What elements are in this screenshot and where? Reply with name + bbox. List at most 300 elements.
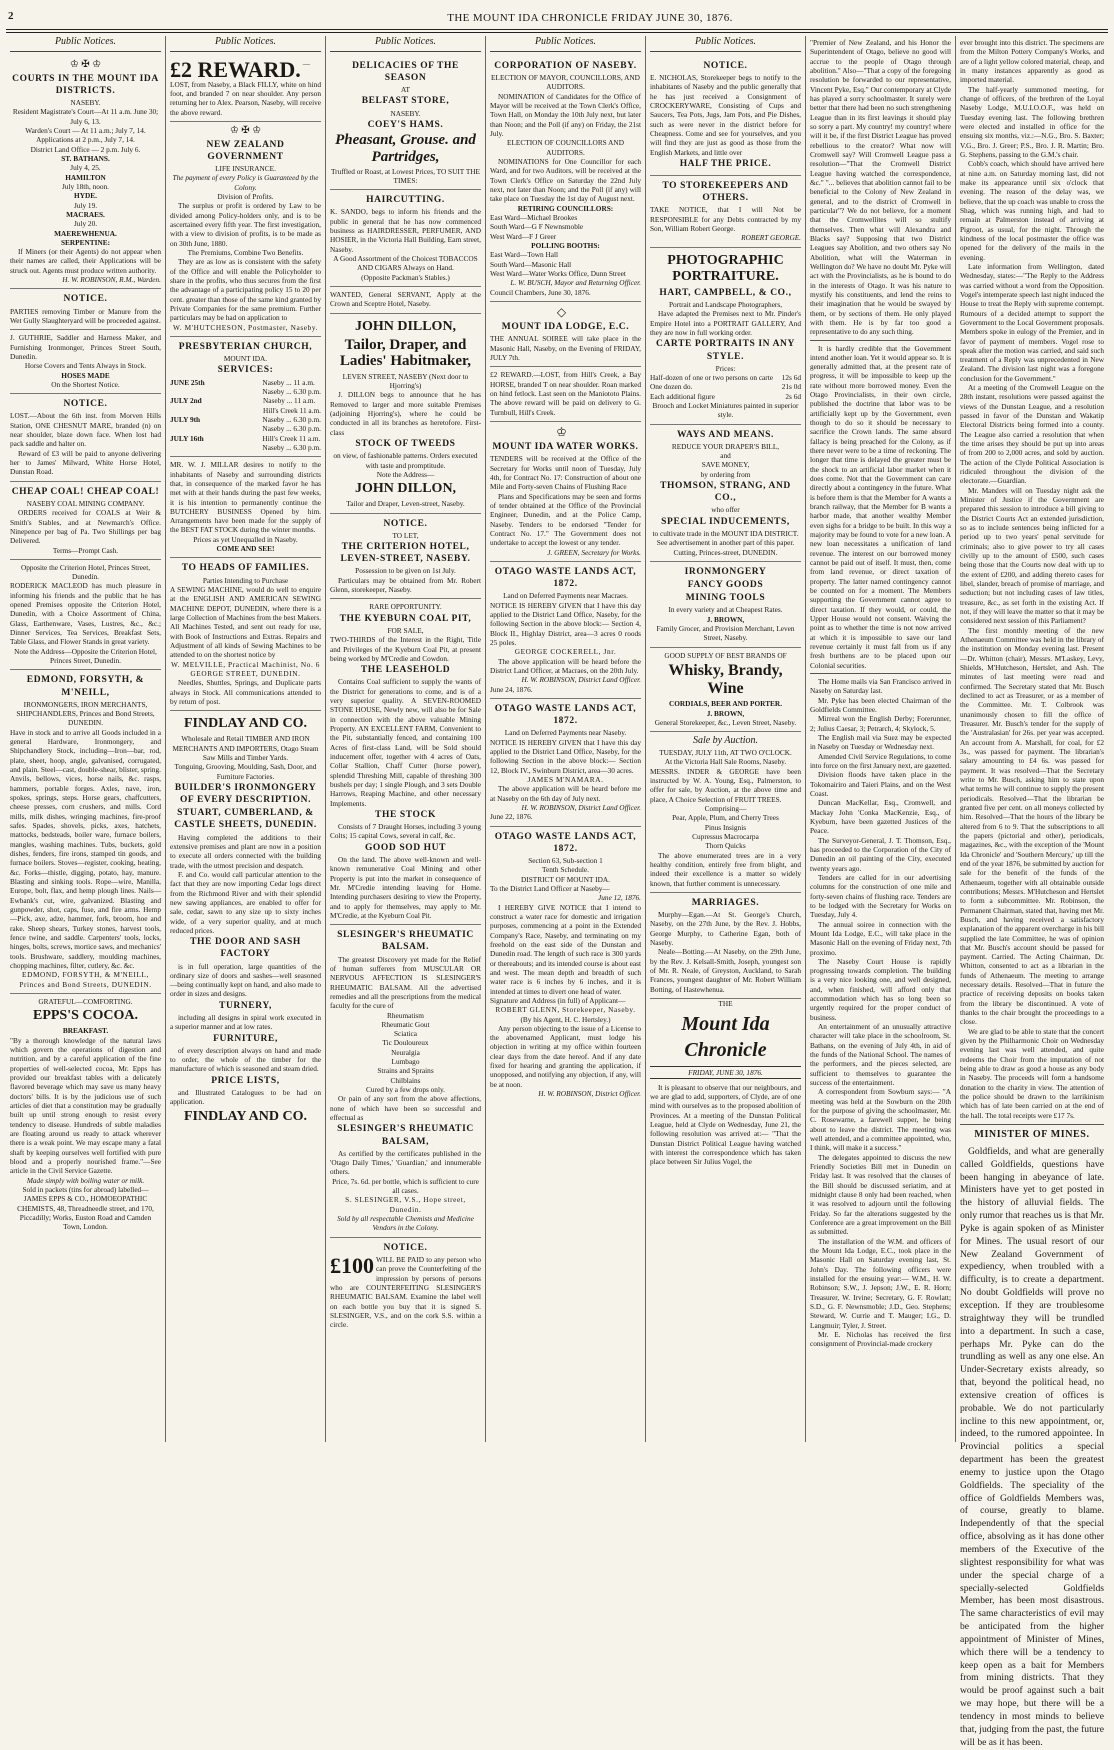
whisky-ad xyxy=(650,648,801,733)
save-line: SAVE MONEY, xyxy=(701,460,750,470)
guthrie-hose-note: On the Shortest Notice. xyxy=(51,379,120,389)
news-item: We are glad to be able to state that the concert given by the Philharmonic Choir on Wednesday evening last was well attended, and quite redeems the Choir from the imputation of not being able to draw as good a house as any body in Naseby. The proceeds will form a handsome donation to the charity in view. The attention of the police should be drawn to the larrikinism which has of late been carried on at the end of the hall. The total receipts were £17 7s. xyxy=(960,1026,1104,1120)
door-heading: THE DOOR AND SASH FACTORY xyxy=(190,937,301,960)
waste-date: June 12, 1876. xyxy=(598,893,641,903)
epps-name: EPPS'S COCOA. xyxy=(32,1008,138,1024)
fam-body: A SEWING MACHINE, would do well to enquire at the ENGLISH AND AMERICAN SEWING MACHINE DEPOT, DUNEDIN, where there is a large Collection of Machines from the best Makers. All Machines Tested, and sent out ready for use, with Book of Instructions and Extras. Repairs and Adjustment of all kinds of Sewing Machines to be attended to on the shortest notice by xyxy=(170,584,321,660)
sles-heading: SLESINGER'S RHEUMATIC BALSAM. xyxy=(337,930,474,953)
marriage-entry: Murphy—Egan.—At St. George's Church, Naseby, on the 27th June, by the Rev. J. Hobbs, George Murphy, to Catherine Egan, both of Naseby. xyxy=(650,910,801,948)
store-body: TAKE NOTICE, that I will Not be RESPONSIBLE for any Debts contracted by my Son, William Robert George. xyxy=(650,205,801,234)
kyeburn-ad xyxy=(330,599,481,925)
notice-heading: NOTICE. xyxy=(63,294,108,305)
waste-to: To the District Land Officer at Naseby— xyxy=(490,883,610,893)
cultivate-line: to cultivate trade in the MOUNT IDA DISTRICT. xyxy=(652,528,799,538)
corp-sub: ELECTION OF MAYOR, COUNCILLORS, AND AUDITORS. xyxy=(491,72,640,92)
court-line: District Land Office — 2 p.m. July 6. xyxy=(30,144,141,154)
nz-signature: W. M'HUTCHESON, Postmaster, Naseby. xyxy=(172,322,319,332)
sles-cert: As certified by the certificates published in the 'Otago Daily Times,' 'Guardian,' and innumerable others. xyxy=(330,1148,481,1177)
poll-item: West Ward—Water Works Office, Dunn Street xyxy=(490,268,626,278)
place-date: July 18th, noon. xyxy=(61,181,110,191)
news-item: The first monthly meeting of the new Athenaeum Committee was held in the library of the institution on Monday evening last. Present—Dr. Whitton (chair), Messrs. M'Laskey, Levy, Shields, M'Hutcheson, Hertslet, and Ash. The minutes of last meeting were read and confirmed. The Secretary stated that Mr. Busch declined to act as Treasurer, or as a member of the Committee. Mr. T. Colbrook was unanimously chosen to fill the office of Treasurer. Mr. Busch's tender for the supply of the 'Australasian' for 26s. per year was accepted. An account from A. Marshall, for coal, for £2 3s., was passed for payment. The librarian's salary amounting to £4 6s. was passed for payment. It was resolved—That the Secretary write to Mr. Busch, asking him to state upon what terms he will continue to supply the present periodicals. Resolved—That the librarian be granted five per cent. on all moneys collected by him. Resolved—That the hours of the library be altered from 6 to 9. That the subscriptions to all the papers (pictorial and other), periodicals, magazines, &c., with the exception of the 'Mount Ida Chronicle' and 'Southern Mercury,' up till the end of the year 1876, be submitted by auction for sale for the benefit of the funds of the Athenaeum, together with all obtainable outside contributions; Messrs. M'Hutcheson and Hertslet to form a subcommittee. Mr. Robinson, the Permanent Chairman, stated that, having met Mr. Busch, and having received a satisfactory explanation of the apparent overcharge in his bill supplied the late Committee, he was of opinion that Mr. Busch's account should be passed for payment. Carried. The Acting Chairman, Dr. Whitton, consented to act as a librarian in the funds of Athenaeum. The meeting to arrange necessary details. Resolved—That in future the practice of receiving deposits on books taken from the library be discontinued. A vote of thanks to the chair brought the proceedings to a close. xyxy=(960,625,1104,1027)
news-item: Duncan MacKellar, Esq., Cromwell, and Mackay John 'Conka MacKenzie, Esq., of Kyeburn, have been gazetted Justices of the Peace. xyxy=(810,798,951,836)
macleod-body: RODERICK MACLEOD has much pleasure in informing his friends and the public that he has opened Premises opposite the Criterion Hotel, Dunedin, with a Choice Assortment of China, Glass, Earthenware, Vases, Lustres, &c., &c.; Dinner Services, Tea Services, Breakfast Sets, Table Glass, and Flower Stands in great variety. xyxy=(10,581,161,647)
courts-notice xyxy=(10,56,161,290)
brown-ad xyxy=(650,562,801,648)
tender-body-2: Plans and Specifications may be seen and forms of tender obtained at the Office of the Provincial Engineer, Dunedin, and at the Police Camp, Naseby. Tenders to be endorsed "Tender for Contract No. 17." The Government does not undertake to accept the lowest or any tender. xyxy=(490,491,641,548)
sles-signature: S. SLESINGER, V.S., Hope street, Dunedin. xyxy=(345,1195,466,1214)
waste-heard: The above application will be heard before the District Land Officer, at Macraes, on the 20th July. xyxy=(490,656,641,676)
epps-tagline: GRATEFUL—COMFORTING. xyxy=(38,996,133,1006)
inder-body: MESSRS. INDER & GEORGE have been instructed by W. A. Young, Esq., Palmerston, to offer for sale, by Auction, at the above time and place, A Choice Selection of FRUIT TREES. xyxy=(650,766,801,804)
price-row: Each additional figure 2s 6d xyxy=(650,391,801,401)
brown-sub-2: General Storekeeper, &c., Leven Street, Naseby. xyxy=(654,717,797,727)
nz-heading: NEW ZEALAND GOVERNMENT xyxy=(206,139,285,162)
coal-company: NASEBY COAL MINING COMPANY. xyxy=(26,498,145,508)
coey-hams: COEY'S HAMS. xyxy=(367,119,444,130)
pound-amount: £100 xyxy=(330,1252,374,1278)
nz-premiums: The Premiums, Combine Two Benefits. xyxy=(187,247,304,257)
ordering-line: by ordering from xyxy=(700,469,751,479)
column-7 xyxy=(956,36,1108,1748)
waste-lands-macraes xyxy=(490,562,641,699)
presb-sub: MOUNT IDA. xyxy=(223,354,268,364)
news-item: The English mail via Suez may be expected in Naseby on Tuesday or Wednesday next. xyxy=(810,732,951,752)
edmond-body: Have in stock and to arrive all Goods included in a general Hardware, Ironmongery, and Shipchandlery Stock, including—Iron—bar, rod, plate, sheet, hoop, angle, galvanised, corrugated, and plain. Steel—cast, double-shear, blister, spring. Anvils, bellows, vices, horse nails, &c. rasps, hammers, portable forges. Axles, nave, iron, spokes, springs, steps. Horse gears, chaffcutters, cheese presses, corn crushers, and mills. Cord mills, milk dishes, wringing machines, fire-proof safes. Spades, shovels, picks, axes, hatchets, mattocks, bedsteads, boiler ware, furnace boilers, mangles, washing machines. Tubs, buckets, gold dishes, fenders, fire irons, stamped tin goods, and furnace boilers. Stoves—register, cooking, heating, &c. Forks—thistle, digging, potato, hay, manure. Blasting and sinking tools. Rope—wire, Manilla, Europe, bolt, flax, and hemp plough lines. Nails—Ewbank's cut, wire, galvanized. Blasting and gunpowder, shot, caps, fuse, and fire arms. Hemp—Pick, axe, adze, hammer, fork, broom, hoe and rake. Sheep shears, Turkey stones, harvest tools, fence twine, and saddle. Carpenters' tools, locks, hinges, bolts, screws, mortice saws, and mechanics' tools. Brushware, saddlery, moulding machines, chopping machines, filter, cutlery, &c. &c. xyxy=(10,727,161,970)
news-item: A correspondent from Sowburn says:— "A meeting was held at the Sowburn on the 20th for the purpose of giving the schoolmaster, Mr. C. Rosewarne, a farewell supper, he being about to leave the district. The meeting was well attended, and a committee appointed, who, I think, will make it a success." xyxy=(810,1087,951,1153)
guthrie-ad xyxy=(10,330,161,394)
place-date: July 20. xyxy=(73,219,98,229)
photo-heading: PHOTOGRAPHIC PORTRAITURE. xyxy=(667,252,784,284)
variety-line: In every variety and at Cheapest Rates. xyxy=(668,605,783,615)
editorial-para: "Premier of New Zealand, and his Honor the Superintendent of Otago, believe no good will accrue to the people of Otago through abolition." Also—"That a copy of the foregoing resolution be forwarded to our representative, Vincent Pyke, Esq." Our contemporary at Clyde has played a sorry schoolmaster. It surely were better that there had been no such strengthening League than in its first leavings it should play so sorry a part. My country! my country! where will it be, if the first District League has proved rebellious to the creator? What now will Cromwell say? Will Cromwell League pass a resolution—"That the Cromwell District League having watched the correspondence, &c." "... believes that abolition cannot fail to be beneficial to the Colony of New Zealand in general, and to the district of Cromwell in particular"? We do not believe, for a moment that the Cromwellites will so stultify themselves. Then what will Alexandra and Blacks say? Supposing that two District Leagues say Abolition, and two others say No Abolition, what will the Waterman in Wellington do? We have no doubt Mr. Pyke will act with the Provincialists, as he is bound to do in the interests of Otago. It was his nature to mystify his constituents, and lend the reins to their imagination that he would be swayed by them, or by sections of them. He only played with them. He is by far too good a representative to do any such thing. xyxy=(810,38,951,337)
ways-heading: WAYS AND MEANS. xyxy=(676,429,775,440)
nz-body-1: The surplus or profit is ordered by Law to be divided among Policy-holders only, and is to be ascertained every fifth year. The first investigation, with a view to division of profits, is to be made as on 30th June, 1880. xyxy=(170,201,321,248)
objection-signature: H. W. ROBINSON, District Officer. xyxy=(538,1089,641,1099)
waste-heading: OTAGO WASTE LANDS ACT, 1872. xyxy=(494,704,637,727)
stuart-heading: STUART, CUMBERLAND, & CASTLE SHEETS, DUNEDIN. xyxy=(174,808,317,831)
dillon-view: on view, of fashionable patterns. Orders executed with taste and promptitude. xyxy=(333,451,478,470)
sles-name: SLESINGER'S RHEUMATIC BALSAM, xyxy=(337,1124,474,1147)
sles-ailment: Sciatica xyxy=(393,1029,418,1039)
ironmongery: IRONMONGERY xyxy=(684,566,767,577)
prices-heading: Prices: xyxy=(715,363,736,373)
robinson-signature: H. W. ROBINSON, District Land Officer. xyxy=(521,675,641,685)
waste-lands-naseby xyxy=(490,699,641,827)
place-date: July 19. xyxy=(73,200,98,210)
news-item: Cobb's coach, which should have arrived here at nine a.m. on Saturday morning last, did not make its appearance until six o'clock that evening. The reason of the delay was, we believe, that the up coach was unable to cross the Shag, which was running high, and had to remain at Palmerston instead of arriving at Pigroot, as usual, for the night. Through the kindness of the local postmaster the office was opened for the delivery of the mails in the evening. xyxy=(960,159,1104,262)
coal-ad xyxy=(10,482,161,560)
fam-heading: TO HEADS OF FAMILIES. xyxy=(181,563,310,574)
sles-ailment: Tic Douloureux xyxy=(382,1038,429,1048)
news-item: An entertainment of an unusually attractive character will take place in the schoolroom, St. Bathans, on the evening of July 4th, in aid of the funds of the National School. The names of the performers, and the pieces selected, are sufficient to themselves to guarantee the success of the entertainment. xyxy=(810,1022,951,1088)
place-name: MAEREWHENUA. xyxy=(54,228,117,238)
column-2 xyxy=(166,36,326,1442)
lost-mare-notice xyxy=(10,394,161,481)
dillon-ad xyxy=(330,314,481,514)
service-row: JUNE 25th Naseby ... 11 a.m. Naseby ... 6.30 p.m. xyxy=(170,377,321,396)
criterion-ad xyxy=(330,514,481,600)
section-header: Public Notices. xyxy=(490,36,641,52)
sale-heading: Sale by Auction. xyxy=(692,735,759,747)
retire-item: South Ward—G F Newnsmoble xyxy=(490,222,584,232)
court-line: Resident Magistrate's Court—At 11 a.m. June 30; July 6, 13. xyxy=(12,107,159,126)
coal-heading: CHEAP COAL! CHEAP COAL! xyxy=(11,486,160,497)
robinson-signature: H. W. ROBINSON, District Land Officer. xyxy=(521,802,641,812)
photo-body: Have adapted the Premises next to Mr. Pinder's Empire Hotel into a PORTRAIT GALLERY, And they are now in full working order. xyxy=(650,309,801,338)
water-works-ad xyxy=(490,422,641,562)
royal-arms-emblem: ♔ ✠ ♔ xyxy=(69,58,102,70)
column-4 xyxy=(486,36,646,1442)
thomson-name: THOMSON, STRANG, AND CO., xyxy=(660,481,791,504)
notice-heading: NOTICE. xyxy=(383,1242,428,1253)
waste-heard: The above application will be heard before me at Naseby on the 6th day of July next. xyxy=(490,784,641,803)
news-item: Mr. Pyke has been elected Chairman of the Goldfields Committee. xyxy=(810,695,951,714)
reward-filly-ad xyxy=(170,56,321,122)
masthead-the: THE xyxy=(718,998,733,1008)
objection-body: Any person objecting to the issue of a License to the abovenamed Applicant, must lodge his objection in writing at my office within fourteen clear days from the date hereof. And if any date fixed for hearing and granting the application, if unopposed, and notifying any objection, if any, will be at noon. xyxy=(490,1023,641,1089)
lost-body: LOST.—About the 6th inst. from Morven Hills Station, ONE CHESNUT MARE, branded (n) on near shoulder, blaze down face. When lost had pack saddle and halter on. xyxy=(10,411,161,449)
notice-heading: NOTICE. xyxy=(383,518,428,529)
pheasant-heading: Pheasant, Grouse. and Partridges, xyxy=(335,132,476,166)
divider xyxy=(810,340,951,341)
waste-race-body: I HEREBY GIVE NOTICE that I intend to construct a water race for domestic and irrigation purposes, commencing at a point in the Extended Company's Race, Naseby, and terminating on my freehold on the east side of the Dunstan and Dunedin road. The length of such race is 300 yards or thereabouts; and its intended course is about east and west. The mean depth and breadth of such water race is 6 inches by 6 inches, and it is intended at times to divert one head of water. xyxy=(490,902,641,996)
supply-line: GOOD SUPPLY OF BEST BRANDS OF xyxy=(664,650,787,660)
marriages-heading: MARRIAGES. xyxy=(691,897,760,908)
sles-ailment: Rheumatism xyxy=(387,1010,424,1020)
sando-line: A Good Assortment of the Choicest TOBACCOS AND CIGARS Always on Hand. xyxy=(333,254,478,273)
nz-division: Division of Profits. xyxy=(217,192,274,201)
waste-date: June 24, 1876. xyxy=(490,684,533,694)
waste-schedule: Tenth Schedule. xyxy=(542,865,589,875)
leasehold-heading: THE LEASEHOLD xyxy=(360,665,451,676)
news-item: ever brought into this district. The specimens are from the Milton Pottery Company's Works, and are of a light yellow colored material, cheap, and in many instances apparently as good as imported material. xyxy=(960,38,1104,85)
editorial-lead: It is pleasant to observe that our neighbours, and we are glad to add, supporters, of Clyde, are of one mind with ourselves as to the proposed abolition of Provinces. At a meeting of the Dunstan Political League, held at Clyde on Wednesday, June 21, the following resolution was arrived at:— "That the Dunstan District Political League having watched with interest the correspondence which has taken place between Sir Julius Vogel, the xyxy=(650,1082,801,1167)
sale-where: At the Victoria Hall Sale Rooms, Naseby. xyxy=(664,757,787,767)
furniture-heading: FURNITURE, xyxy=(213,1033,278,1044)
royal-arms-emblem: ♔ ✠ ♔ xyxy=(229,124,262,136)
criterion-particulars: Particulars may be obtained from Mr. Robert Glenn, storekeeper, Naseby. xyxy=(330,575,481,595)
editorial-para: It is hardly credible that the Government intend another loan. Yet it would appear so. It is generally admitted that, at the present rate of progress, it will be impossible to keep up the rate without more borrowed money. Even the Otago Provincialists, in their own circle, published the doctrine that labor was to be artificially kept up by the Government, even though to do so it should be necessary to sacrifice the Crown lands. The same absurd fallacy is being preached for the Colony, as if there never were to be a time of reckoning. The longer that time is delayed the greater must be the shock to an artificial labor market when it does come. Not that the Government can care directly about a contingency in the future. What is before them is that the Member for A wants a branch railway, that the Member for B wants a harbor made, that another wealthy Member even sighs for a bridge to be built. In this way a majority may be found to vote for a new loan. A new loan necessitates a unification of land revenue. The interest on our borrowed money cannot be paid out of itself. It must, then, come from land revenue, or direct taxation of property. The latter named contingency cannot be counted on for a moment. The Members supporting the Government cannot agree to direct taxation. If they would, or could, the Upper House would not consent. Waiving the point as to whether the time is not now arrived at which it is impossible to save our land revenue certainly it must fall from us if any fresh burthens are to be placed upon our Colonial securities. xyxy=(810,343,951,670)
news-item: Tenders are called for in our advertising columns for the construction of one mile and forty-seven chains of flushing race. Tenders are to be lodged with the Secretary for Works on Tuesday, July 4. xyxy=(810,872,951,920)
divider xyxy=(810,673,951,674)
nz-body-2: They are as low as is consistent with the safety of the Office and will enable the Policyholder to share in the profits, who thus secures from the first the advantage of a participating policy 15 to 20 per cent. greater than those of the same kind granted by Private Companies for the same premium. Further particulars may be had on application to xyxy=(170,257,321,323)
for-sale: FOR SALE, xyxy=(387,625,424,635)
millar-come: COME AND SEE! xyxy=(216,544,275,554)
wet-gully-notice xyxy=(10,289,161,330)
retire-heading: RETIRING COUNCILLORS: xyxy=(517,203,614,213)
notice-heading: NOTICE. xyxy=(703,60,748,71)
news-item: Mr. Manders will on Tuesday night ask the Minister of Justice if the Government are prepared this session to introduce a bill giving to the District Courts Act an extended jurisdiction, so as to include sentences being inflicted for a period up to two years' penal servitude for criminals; also to give power to try all cases civilly up to the amount of £500, such cases being those that the Courts now deal with up to the extent of £200, and adding thereto cases for libel, slander, breach of promise of marriage, and seduction; but not including cases of law titles, treasure, &c., as set forth in the existing Act. If not, if they will leave the matter so that it may be considered next session of this Parliament? xyxy=(960,485,1104,626)
waste-lands-race xyxy=(490,827,641,1103)
court-line: Warden's Court — At 11 a.m.; July 7, 14. xyxy=(25,125,146,135)
dillon-note: Note the Address— xyxy=(376,469,435,479)
cutting-line: Cutting, Princes-street, DUNEDIN. xyxy=(673,547,778,557)
court-line: NASEBY. xyxy=(70,97,101,107)
notice-body: PARTIES removing Timber or Manure from the Wet Gully Slaughteryard will be proceeded against. xyxy=(10,306,161,325)
findlay-line: Tonguing, Grooving, Moulding, Sash, Door, and Furniture Factories. xyxy=(174,762,317,781)
waste-sub: Land on Deferred Payments near Macraes. xyxy=(503,591,628,601)
sles-ailment: Lumbago xyxy=(391,1057,420,1067)
millar-price: Prices as yet Unequalled in Naseby. xyxy=(193,534,298,544)
price-row: One dozen do. 21s 0d xyxy=(650,382,801,392)
place-name: HYDE. xyxy=(74,191,97,201)
dillon-name: JOHN DILLON, xyxy=(354,318,457,334)
dillon-body: J. DILLON begs to announce that he has Removed to larger and more suitable Premises (adjoining Hjorring's), where he could be conducted in all its branches as heretofore. First-class xyxy=(330,390,481,437)
corp-election: ELECTION OF COUNCILLORS AND AUDITORS. xyxy=(507,138,624,157)
turnery-heading: TURNERY, xyxy=(219,1000,272,1011)
special-line: SPECIAL INDUCEMENTS, xyxy=(661,516,790,527)
macleod-ad xyxy=(10,560,161,671)
nz-sub: LIFE INSURANCE. xyxy=(215,164,276,174)
comprising: Comprising— xyxy=(704,803,747,813)
lodge-heading: MOUNT IDA LODGE, E.C. xyxy=(501,322,630,333)
column-5 xyxy=(646,36,806,1442)
trees-note: The above enumerated trees are in a very healthy condition, entirely free from blight, and indeed their excellence is a matter so widely known, that further comment is unnecessary. xyxy=(650,850,801,888)
news-item: Amended Civil Service Regulations, to come into force on the first January next, are gazetted. xyxy=(810,751,952,770)
reduce-line: REDUCE YOUR DRAPER'S BILL, xyxy=(671,441,780,451)
nicholas-ad xyxy=(650,56,801,176)
waste-applicant: JAMES M'NAMARA. xyxy=(527,774,604,784)
photo-sub: Portrait and Landscape Photographers, xyxy=(668,300,783,310)
guthrie-line: Horse Covers and Tents Always in Stock. xyxy=(24,361,147,371)
waste-date: June 22, 1876. xyxy=(490,812,533,822)
price-row: Half-dozen of one or two persons on carte 12s 6d xyxy=(650,372,801,382)
photo-firm: HART, CAMPBELL, & CO., xyxy=(659,287,792,298)
column-6 xyxy=(806,36,956,1442)
slesinger-ad xyxy=(330,925,481,1237)
sles-price: Price, 7s. 6d. per bottle, which is sufficient to cure all cases. xyxy=(332,1176,479,1196)
waste-district: DISTRICT OF MOUNT IDA. xyxy=(521,874,610,884)
court-line: Applications at 2 p.m., July 7, 14. xyxy=(36,135,135,145)
deli-at: AT xyxy=(401,85,410,95)
news-item: The Surveyor-General, J. T. Thomson, Esq., has proceeded to the Corporation of the City of Dunedin an oil painting of the City, executed twenty years ago. xyxy=(810,835,951,873)
column-3 xyxy=(326,36,486,1442)
stock-heading: THE STOCK xyxy=(375,809,436,820)
lost-reward: Reward of £3 will be paid to anyone delivering her to James' Milward, White Horse Hotel, Dunstan Road. xyxy=(10,448,161,477)
corp-body-2: NOMINATIONS for One Councillor for each Ward, and for two Auditors, will be received at the Town Clerk's Office on Saturday the 22nd July next, not later than Noon; and the Poll (if any) will take place on Tuesday the 1st day of August next. xyxy=(490,156,641,204)
place-name: MACRAES. xyxy=(66,209,105,219)
reward-body: — LOST, from Naseby, a Black FILLY, white on hind foot, and branded 7 on near shoulder. Any person returning her to Alex. Pearson, Naseby, will receive the above reward. xyxy=(170,58,321,117)
guthrie-hose: HOSES MADE xyxy=(61,370,110,380)
glenn-agent: (By his Agent, H. C. Hertsley.) xyxy=(520,1014,611,1024)
marriage-entry: Neale—Botting.—At Naseby, on the 29th June, by the Rev. J. Kelsall-Smith, Joseph, youngest son of Mr. R. Neale, of Greyston, Auckland, to Sarah Frances, youngest daughter of Mr. Robert William Botting, of Hastewhenua. xyxy=(650,947,801,994)
crown-emblem: ♔ xyxy=(556,424,575,439)
news-item: The Home mails via San Francisco arrived in Naseby on Saturday last. xyxy=(810,676,951,696)
pound-body: WILL BE PAID to any person who can prove the Counterfeiting of the impression by persons of persons who are COUNTERFEITING SLESINGER'S RHEUMATIC BALSAM. Examine the label well on each bottle you buy that it is signed S. SLESINGER, V.S., and on the cork S.S. within a circle. xyxy=(330,1254,481,1330)
edmond-ad xyxy=(10,670,161,993)
truffled-line: Truffled or Roast, at Lowest Prices, TO SUIT THE TIMES: xyxy=(330,166,481,185)
section-header: Public Notices. xyxy=(330,36,481,52)
rare-opportunity: RARE OPPORTUNITY. xyxy=(369,602,442,612)
wanted-servant-ad xyxy=(330,287,481,314)
presbyterian-ad xyxy=(170,337,321,457)
kyeburn-body: TWO-THIRDS of the Interest in the Right, Title and Privileges of the Kyeburn Coal Pit, at present being worked by M'Credie and Cowdon. xyxy=(330,635,481,663)
sewing-machine-ad xyxy=(170,558,321,711)
masthead-date: FRIDAY, JUNE 30, 1876. xyxy=(650,1066,801,1079)
epps-ad xyxy=(10,994,161,1236)
place-name: HAMILTON xyxy=(65,172,106,182)
sale-date: TUESDAY, JULY 11th, AT TWO O'CLOCK. xyxy=(659,747,792,757)
corp-signature: L. W. BUSCH, Mayor and Returning Officer. xyxy=(510,278,641,288)
tree-item: Pinus Insignis xyxy=(704,822,747,832)
coal-terms: Terms—Prompt Cash. xyxy=(52,545,119,555)
section-header: Public Notices. xyxy=(170,36,321,52)
epps-sub: BREAKFAST. xyxy=(62,1026,109,1036)
brooch-line: Brooch and Locket Miniatures painted in superior style. xyxy=(652,400,799,420)
fam-foot: Needles, Shuttles, Springs, and Duplicate parts always in Stock. All communications attended to by return of post. xyxy=(170,678,321,706)
waste-sub: Land on Deferred Payments near Naseby. xyxy=(504,728,627,738)
masonic-emblem: ◇ xyxy=(556,304,575,319)
findlay-footer: FINDLAY AND CO. xyxy=(183,1108,308,1124)
edmond-heading: EDMOND, FORSYTH, & M'NEILL, xyxy=(26,675,145,698)
nz-insurance-ad xyxy=(170,122,321,337)
column-1 xyxy=(6,36,166,1442)
reward-amount: £2 REWARD. xyxy=(170,56,301,82)
waste-notice: NOTICE IS HEREBY GIVEN that I have this day applied to the District Land Office, Naseby, for the following Section in the above block:— Section 12, Block IV., Swinburn District, area—30 acres. xyxy=(490,737,641,775)
kyeburn-heading: THE KYEBURN COAL PIT, xyxy=(339,613,472,624)
section-header: Public Notices. xyxy=(10,36,161,52)
glenn-signature: ROBERT GLENN, Storekeeper, Naseby. xyxy=(495,1005,636,1015)
mines-heading: MINISTER OF MINES. xyxy=(974,1129,1090,1141)
who-line: who offer xyxy=(711,505,740,515)
findlay-ad xyxy=(170,711,321,1130)
sles-sold: Sold by all respectable Chemists and Medicine Vendors in the Colony. xyxy=(337,1214,474,1233)
sando-opposite: (Opposite Packman's Stables.) xyxy=(361,272,450,282)
criterion-possession: Possession to be given on 1st July. xyxy=(355,566,456,576)
marriages xyxy=(650,893,801,999)
epps-signature: JAMES EPPS & CO., HOMOEOPATHIC CHEMISTS, 48, Threadneedle street, and 170, Piccadilly; Works, Euston Road and Camden Town, London. xyxy=(17,1194,154,1232)
corp-heading: CORPORATION OF NASEBY. xyxy=(494,60,637,71)
fandco-body: F. and Co. would call particular attention to the fact that they are now importing Cedar logs direct from the Richmond River and with their splendid new sawing appliances, are enabled to offer for sale, cedar, sawn to any size up to sixty inches wide, of a very superior quality, and at much reduced prices. xyxy=(170,869,321,935)
guthrie-body: J. GUTHRIE, Saddler and Harness Maker, and Furnishing Ironmonger, Princes Street South, Dunedin. xyxy=(10,333,161,361)
edmond-signature: EDMOND, FORSYTH, & M'NEILL, Princes and Bond Streets, DUNEDIN. xyxy=(19,970,152,989)
mining-tools: MINING TOOLS xyxy=(685,593,766,604)
carte-heading: CARTE PORTRAITS IN ANY STYLE. xyxy=(656,339,795,362)
page-number: 2 xyxy=(8,10,14,22)
service-row: JULY 16th Hill's Creek 11 a.m. Naseby ... 6.30 p.m. xyxy=(170,433,321,452)
sando-ad xyxy=(330,190,481,287)
dillon-stock: STOCK OF TWEEDS xyxy=(355,439,456,450)
fam-signature: W. MELVILLE, Practical Machinist, No. 6 GEORGE STREET, DUNEDIN. xyxy=(170,659,321,678)
wanted-body: WANTED, General SERVANT, Apply at the Crown and Sceptre Hotel, Naseby. xyxy=(330,290,481,309)
millar-ad xyxy=(170,457,321,558)
dillon-address: LEVEN STREET, NASEBY (Next door to Hjorring's) xyxy=(342,371,469,391)
brown-name-2: J. BROWN, xyxy=(706,708,745,718)
waste-applicant: GEORGE COCKERELL, Jnr. xyxy=(514,647,617,657)
tree-item: Cupressus Macrocarpa xyxy=(692,831,759,841)
place-name: SERPENTINE: xyxy=(60,237,111,247)
news-item: The delegates appointed to discuss the new Friendly Societies Bill met in Dunedin on Friday last. It was resolved that the clauses of the Bill should be discussed seriatim, and at midnight clause 8 only had been reached, when it was resolved to adjourn until the following Friday. So far the alterations suggested by the Conference are a great improvement on the Bill as submitted. xyxy=(810,1152,951,1237)
tender-body: TENDERS will be received at the Office of the Secretary for Works until noon of Tuesday, July 4th, for Contract No. 17: Construction of about one Mile and Forty-seven Chains of Flushing Race xyxy=(490,454,641,492)
leasehold-body: Contains Coal sufficient to supply the wants of the District for generations to come, and is of a very superior quality. A SEVEN-ROOMED STONE HOUSE, Newly new, will also be for Sale in connection with the above valuable Mining Property. AN EXCELLENT FARM, Convenient to the Pit, substantially fenced, and containing 100 Acres of first-class Land, will be Sold should inducement offer, together with 4 acres of Oats, Collar Stallion, Chaff Cutter (horse power), splendid Threshing Mill, capable of threshing 300 bushels per day; 1 single Plough, and 3 sets Double Harrows, Reaping Machine, and other necessary Implements. xyxy=(330,677,481,808)
corp-body: NOMINATION of Candidates for the Office of Mayor will be received at the Town Clerk's Office, Town Hall, on Monday the 10th July next, but later than Noon; and the Poll (if any) on Friday, the 21st July. xyxy=(490,91,641,138)
sles-body-2: Or pain of any sort from the above affections, none of which have been so successful and effectual as xyxy=(330,1094,481,1123)
news-item: The annual soiree in connection with the Mount Ida Lodge, E.C., will take place in the Masonic Hall on the evening of Friday next, 7th proximo. xyxy=(810,919,951,957)
lodge-body: THE ANNUAL SOIREE will take place in the Masonic Hall, Naseby, on the Evening of FRIDAY, JULY 7th. xyxy=(490,334,641,362)
haircutting-heading: HAIRCUTTING. xyxy=(366,195,445,206)
editorial-masthead xyxy=(650,999,801,1167)
section-header: Public Notices. xyxy=(650,36,801,52)
tree-item: Thorn Quicks xyxy=(705,841,746,851)
dillon-tail: Tailor and Draper, Leven-street, Naseby. xyxy=(346,499,465,509)
builder-heading: BUILDER'S IRONMONGERY OF EVERY DESCRIPTION. xyxy=(174,782,317,806)
sles-ailment: Chilblains xyxy=(390,1075,421,1085)
news-item: At a meeting of the Cromwell League on the 28th instant, resolutions were passed against the views of the Dunstan League, and a resolution passed in favor of the Dunstan and Wakatip Electoral Districts being formed into a county. The League also carried a resolution that when the time arises they should be put up into areas of from 200 to 2,000 acres, and sold by auction. The action of the Clyde Political Association is ridiculed throughout the division of the electorate.—Guardian. xyxy=(960,383,1104,486)
news-item: Division floods have taken place in the Tokomairiro and Taieri Plains, and on the West Coast. xyxy=(810,770,951,798)
see-adv-line: See advertisement in another part of this paper. xyxy=(656,538,795,548)
news-item: Mirreal won the English Derby; Forerunner, 2; Julius Caesar, 3; Petrarch, 4; Skylock, 5. xyxy=(810,714,951,733)
service-row: JULY 2nd Naseby ... 11 a.m. Hill's Creek 11 a.m. xyxy=(170,396,321,415)
brown-sub: Family Grocer, and Provision Merchant, Leven Street, Naseby. xyxy=(656,624,795,643)
reward-horse-body: £2 REWARD.—LOST, from Hill's Creek, a Bay HORSE, branded T on near shoulder. Roan marked on hind fetlock. Last seen on the Maniototo Plains. The above reward will be paid on delivery to G. Turnbull, Hill's Creek. xyxy=(490,370,641,417)
millar-body: MR. W. J. MILLAR desires to notify to the inhabitants of Naseby and surrounding districts that, in consequence of the marked favor he has met with at their hands during the past few weeks, it is his intention to permanently continue the BUTCHERY BUSINESS Opened by him. Arrangements have been made for the supply of the BEST FAT STOCK during the winter months. xyxy=(170,460,321,535)
header-rule xyxy=(6,29,1108,33)
findlay-heading: FINDLAY AND CO. xyxy=(183,716,308,732)
presb-heading: PRESBYTERIAN CHURCH, xyxy=(178,341,313,352)
waste-heading: OTAGO WASTE LANDS ACT, 1872. xyxy=(494,567,637,590)
macleod-location: Opposite the Criterion Hotel, Princes Street, Dunedin. xyxy=(20,562,151,582)
divider xyxy=(960,1124,1104,1125)
sando-body: K. SANDO, begs to inform his friends and the public in general that he has now commenced business as HAIRDRESSER, PERFUMER, AND HOSIER, in the Victoria Hall Building, Earn street, Naseby. xyxy=(330,207,481,254)
mines-body: Goldfields, and what are generally called Goldfields, questions have been hanging in abeyance of late. Ministers have yet to get posted in the history of alluvial fields. The only rumor that reaches us is that Mr. Pyke is again spoken of as Minister for Mines. The usual resort of our New Zealand Government of expediency, when troubled with a difficulty, is to create a department. No doubt Goldfields will prove no exception. If they are troublesome straightway they will be trundled into a department. In such a case, perhaps Mr. Pyke can do the trundling as well as any one else. An Under-Secretary exists already, so that, beyond the political head, no extensive creation of offices is probable. We do not particularly incline to this new appointment, or, indeed, to the rumored appointee. In Provincial politics a special department has been the greatest enemy to justice upon the Otago Goldfields. The speciality of the office of Goldfields Members was, of course, greatly to blame. Independently of that the special office, absolving as it has done other members of the Executive of the slightest responsibility for what was under the special charge of a specially-selected Goldfields Member, has been most disastrous. The same characteristics of evil may be anticipated from the higher appointment of Minister of Mines, which there will be a tendency to keep open as a bait for Members from mining districts. That they would be proof against such a bait we may hope, but there will be a tendency in most minds to believe that, judging from the past, the future will be as it has been. xyxy=(960,1145,1104,1748)
delicacies-ad xyxy=(330,56,481,190)
courts-signature: H. W. ROBINSON, R.M., Warden. xyxy=(62,275,161,285)
pound-100-ad xyxy=(330,1238,481,1334)
corp-chambers: Council Chambers, June 30, 1876. xyxy=(490,287,591,297)
epps-made: Made simply with boiling water or milk. xyxy=(26,1175,145,1185)
price-lists-heading: PRICE LISTS, xyxy=(211,1075,280,1086)
photo-ad xyxy=(650,248,801,425)
poll-heading: POLLING BOOTHS: xyxy=(531,240,600,250)
poll-item: South Ward—Masonic Hall xyxy=(490,259,572,269)
place-name: ST. BATHANS. xyxy=(61,153,110,163)
sles-ailment: Rheumatic Gout xyxy=(381,1019,430,1029)
dillon-trade: Tailor, Draper, and Ladies' Habitmaker, xyxy=(339,336,472,370)
sles-ailment: Strains and Sprains xyxy=(377,1066,434,1076)
cordials-line: CORDIALS, BEER AND PORTER. xyxy=(668,699,783,709)
coal-body: ORDERS received for COALS at Weir & Smith's Stables, and at Newmarch's Office. Ninepence per bag of Pa. Two Shillings per bag Delivered. xyxy=(10,508,161,546)
running-masthead: THE MOUNT IDA CHRONICLE FRIDAY JUNE 30, 1876. xyxy=(447,12,733,24)
criterion-heading: THE CRITERION HOTEL, LEVEN-STREET, NASEBY. xyxy=(340,542,471,565)
courts-heading: COURTS IN THE MOUNT IDA DISTRICTS. xyxy=(12,73,159,96)
store-signature: ROBERT GEORGE. xyxy=(741,233,801,243)
sles-ailment: Cured by a few drops only. xyxy=(366,1085,445,1095)
fancy-goods: FANCY GOODS xyxy=(687,580,764,591)
edmond-sub: IRONMONGERS, IRON MERCHANTS, SHIPCHANDLERS, Princes and Bond Streets, DUNEDIN. xyxy=(16,699,155,728)
presb-services: SERVICES: xyxy=(217,365,274,376)
news-item: The half-yearly summoned meeting, for change of officers, of the brethren of the Loyal Naseby Lodge, M.U.I.O.O.F., was held on Tuesday evening last. The following brethren were elected and installed in office for the ensuing six months, viz.:—N.G., Bro. S. Baxter; V.G., Bro. J. Greer; P.S., Bro. J. R. Martin; Bro. G. Stephens, passing to the G.M.'s chair. xyxy=(960,84,1104,159)
turnery-body: including all designs in spiral work executed in a superior manner and at low rates. xyxy=(170,1012,321,1032)
epps-body: "By a thorough knowledge of the natural laws which govern the operations of digestion and nutrition, and by a careful application of the fine properties of well-selected cocoa, Mr. Epps has provided our breakfast tables with a delicately flavored beverage which may save us many heavy doctors' bills. It is by the judicious use of such articles of diet that a constitution may be gradually built up until strong enough to resist every tendency to disease. Hundreds of subtle maladies are floating around us ready to attack wherever there is a weak point. We may escape many a fatal shaft by keeping ourselves well fortified with pure blood and a properly nourished frame."—See article in the Civil Service Gazette. xyxy=(10,1035,161,1176)
store-heading: TO STOREKEEPERS AND OTHERS. xyxy=(662,181,789,204)
corporation-ad xyxy=(490,56,641,302)
findlay-sub: Wholesale and Retail TIMBER AND IRON MERCHANTS AND IMPORTERS, Otago Steam Saw Mills and Timber Yards. xyxy=(172,734,319,762)
sod-hut-heading: GOOD SOD HUT xyxy=(364,842,447,853)
thomson-ad xyxy=(650,425,801,562)
retire-item: West Ward—F J Greer xyxy=(490,231,557,241)
waste-section: Section 63, Sub-section 1 xyxy=(528,855,603,865)
news-item: The Naseby Court House is rapidly progressing towards completion. The building is a very nice looking one, and well designed, and, when finished, will afford only that accommodation which has so long been so urgently required for the proper conduct of business. xyxy=(810,956,951,1022)
brown-name: J. BROWN, xyxy=(706,614,745,624)
stock-body: Consists of 7 Draught Horses, including 3 young Colts; 15 capital Cows, several in calf, &c. xyxy=(330,822,481,841)
deli-heading: DELICACIES OF THE SEASON xyxy=(352,60,459,83)
courts-body: If Miners (or their Agents) do not appear when their names are called, their Applications will be struck out. Agents must produce written authority. xyxy=(10,247,161,275)
price-body: and Illustrated Catalogues to be had on application. xyxy=(170,1087,321,1107)
waste-notice: NOTICE IS HEREBY GIVEN that I have this day applied to the District Land Office, Naseby, for the following Section in the above block:— Section 4, Block II., Highlay District, area—3 acres 0 roods 25 poles. xyxy=(490,600,641,648)
place-date: July 4, 25. xyxy=(70,163,101,173)
deli-store: BELFAST STORE, xyxy=(361,96,450,107)
news-item: Mr. E. Nicholas has received the first consignment of Provincial-made crockery xyxy=(810,1329,951,1349)
